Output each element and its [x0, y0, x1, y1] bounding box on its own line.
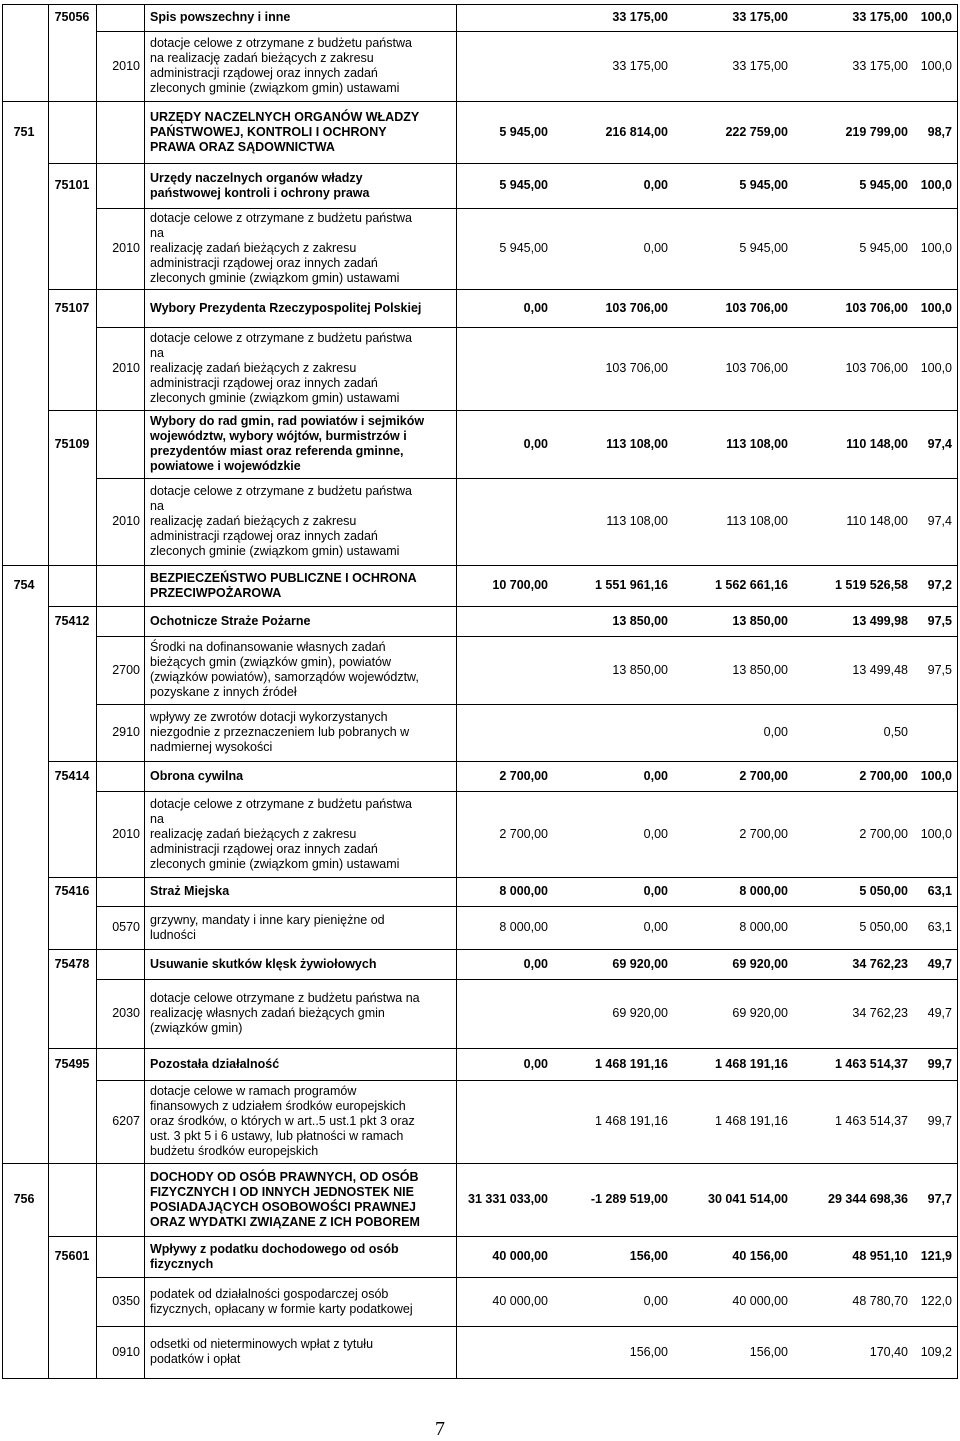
percent-executed-value: 100,0 — [920, 769, 952, 783]
percent-executed-value: 99,7 — [927, 1114, 952, 1128]
row-divider — [48, 289, 958, 290]
changes-value: 69 920,00 — [612, 1006, 668, 1020]
changes-value: 1 468 191,16 — [595, 1114, 668, 1128]
changes-value: 0,00 — [643, 178, 668, 192]
plan-after-changes-value: 103 706,00 — [725, 361, 788, 375]
section-code: 756 — [13, 1192, 35, 1206]
paragraph-code: 2010 — [112, 827, 140, 841]
changes-value: 156,00 — [629, 1249, 668, 1263]
plan-initial-value: 0,00 — [523, 437, 548, 451]
row-divider — [96, 478, 958, 479]
executed-value: 1 463 514,37 — [835, 1114, 908, 1128]
row-description-line: zleconych gminie (związkom gmin) ustawami — [150, 391, 400, 405]
changes-value: 0,00 — [643, 827, 668, 841]
plan-after-changes-value: 222 759,00 — [725, 125, 788, 139]
row-description-line: ORAZ WYDATKI ZWIĄZANE Z ICH POBOREM — [150, 1215, 420, 1229]
chapter-code: 75107 — [54, 301, 90, 315]
executed-value: 29 344 698,36 — [828, 1192, 908, 1206]
plan-after-changes-value: 5 945,00 — [739, 178, 788, 192]
plan-initial-value: 0,00 — [523, 957, 548, 971]
row-description-line: na — [150, 499, 164, 513]
row-description-line: POSIADAJĄCYCH OSOBOWOŚCI PRAWNEJ — [150, 1200, 417, 1214]
plan-after-changes-value: 113 108,00 — [726, 437, 788, 451]
plan-after-changes-value: 8 000,00 — [739, 884, 788, 898]
plan-initial-value: 0,00 — [523, 1057, 548, 1071]
plan-after-changes-value: 2 700,00 — [739, 769, 788, 783]
plan-initial-value: 8 000,00 — [499, 920, 548, 934]
row-description-line: realizację zadań bieżących z zakresu — [150, 361, 357, 375]
paragraph-code: 0350 — [112, 1294, 140, 1308]
plan-initial-value: 31 331 033,00 — [468, 1192, 548, 1206]
executed-value: 33 175,00 — [852, 10, 908, 24]
row-description-line: odsetki od nieterminowych wpłat z tytułu — [150, 1337, 374, 1351]
executed-value: 5 945,00 — [859, 178, 908, 192]
changes-value: 1 468 191,16 — [595, 1057, 668, 1071]
changes-value: 0,00 — [643, 1294, 668, 1308]
row-description-line: administracji rządowej oraz innych zadań — [150, 376, 378, 390]
chapter-code: 75412 — [54, 614, 90, 628]
row-description-line: dotacje celowe z otrzymane z budżetu państwa — [150, 211, 412, 225]
executed-value: 2 700,00 — [859, 827, 908, 841]
executed-value: 1 519 526,58 — [835, 578, 908, 592]
changes-value: 103 706,00 — [605, 361, 668, 375]
row-divider — [48, 1048, 958, 1049]
row-description-line: zleconych gminie (związkom gmin) ustawami — [150, 544, 400, 558]
plan-after-changes-value: 5 945,00 — [739, 241, 788, 255]
percent-executed-value: 100,0 — [920, 301, 952, 315]
row-description-line: budżetu środków europejskich — [150, 1144, 319, 1158]
plan-after-changes-value: 1 562 661,16 — [715, 578, 788, 592]
paragraph-code: 2910 — [112, 725, 140, 739]
plan-initial-value: 2 700,00 — [499, 769, 548, 783]
changes-value: -1 289 519,00 — [590, 1192, 668, 1206]
row-description-line: dotacje celowe z otrzymane z budżetu państwa — [150, 797, 412, 811]
percent-executed-value: 121,9 — [920, 1249, 952, 1263]
chapter-code: 75101 — [54, 178, 90, 192]
row-divider — [96, 1080, 958, 1081]
percent-executed-value: 49,7 — [927, 1006, 952, 1020]
row-description-line: Urzędy naczelnych organów władzy — [150, 171, 363, 185]
paragraph-code: 2010 — [112, 59, 140, 73]
executed-value: 48 951,10 — [852, 1249, 908, 1263]
executed-value: 1 463 514,37 — [835, 1057, 908, 1071]
row-description-line: Pozostała działalność — [150, 1057, 280, 1071]
percent-executed-value: 97,2 — [927, 578, 952, 592]
plan-after-changes-value: 40 000,00 — [732, 1294, 788, 1308]
row-description-line: fizycznych — [150, 1257, 214, 1271]
percent-executed-value: 97,5 — [927, 614, 952, 628]
row-divider — [96, 31, 958, 32]
plan-initial-value: 8 000,00 — [499, 884, 548, 898]
row-description-line: Środki na dofinansowanie własnych zadań — [150, 640, 386, 654]
table-border-bottom — [2, 1378, 958, 1379]
percent-executed-value: 100,0 — [920, 361, 952, 375]
chapter-code: 75478 — [54, 957, 90, 971]
table-border-right — [957, 4, 958, 1379]
changes-value: 13 850,00 — [612, 614, 668, 628]
chapter-code: 75601 — [54, 1249, 90, 1263]
percent-executed-value: 122,0 — [920, 1294, 952, 1308]
plan-after-changes-value: 2 700,00 — [739, 827, 788, 841]
row-description-line: państwowej kontroli i ochrony prawa — [150, 186, 370, 200]
percent-executed-value: 100,0 — [920, 59, 952, 73]
row-divider — [48, 163, 958, 164]
row-description-line: Wpływy z podatku dochodowego od osób — [150, 1242, 399, 1256]
percent-executed-value: 100,0 — [920, 178, 952, 192]
percent-executed-value: 97,5 — [927, 663, 952, 677]
changes-value: 69 920,00 — [612, 957, 668, 971]
row-divider — [96, 704, 958, 705]
row-description-line: Wybory do rad gmin, rad powiatów i sejmików — [150, 414, 425, 428]
changes-value: 33 175,00 — [612, 59, 668, 73]
row-divider — [96, 979, 958, 980]
row-description-line: na realizację zadań bieżących z zakresu — [150, 51, 374, 65]
row-divider — [48, 877, 958, 878]
changes-value: 156,00 — [629, 1345, 668, 1359]
row-description-line: Usuwanie skutków klęsk żywiołowych — [150, 957, 377, 971]
row-description-line: realizację zadań bieżących z zakresu — [150, 827, 357, 841]
row-divider — [96, 1326, 958, 1327]
plan-after-changes-value: 1 468 191,16 — [715, 1057, 788, 1071]
executed-value: 2 700,00 — [859, 769, 908, 783]
plan-after-changes-value: 33 175,00 — [732, 59, 788, 73]
executed-value: 34 762,23 — [852, 1006, 908, 1020]
executed-value: 5 945,00 — [859, 241, 908, 255]
paragraph-code: 2700 — [112, 663, 140, 677]
changes-value: 216 814,00 — [605, 125, 668, 139]
percent-executed-value: 109,2 — [920, 1345, 952, 1359]
column-divider — [48, 4, 49, 1379]
row-description-line: Obrona cywilna — [150, 769, 244, 783]
plan-after-changes-value: 8 000,00 — [739, 920, 788, 934]
row-description-line: zleconych gminie (związkom gmin) ustawami — [150, 271, 400, 285]
row-description-line: realizację zadań bieżących z zakresu — [150, 514, 357, 528]
row-description-line: BEZPIECZEŃSTWO PUBLICZNE I OCHRONA — [150, 571, 417, 585]
section-code: 751 — [13, 125, 35, 139]
paragraph-code: 2010 — [112, 514, 140, 528]
row-description-line: podatek od działalności gospodarczej osób — [150, 1287, 389, 1301]
row-description-line: PRZECIWPOŻAROWA — [150, 586, 282, 600]
row-description-line: bieżących gmin (związków gmin), powiatów — [150, 655, 392, 669]
percent-executed-value: 99,7 — [927, 1057, 952, 1071]
percent-executed-value: 98,7 — [927, 125, 952, 139]
row-divider — [96, 906, 958, 907]
executed-value: 34 762,23 — [852, 957, 908, 971]
row-description-line: województw, wybory wójtów, burmistrzów i — [150, 429, 407, 443]
percent-executed-value: 97,7 — [927, 1192, 952, 1206]
row-description-line: oraz środków, o których w art..5 ust.1 pkt 3 oraz — [150, 1114, 415, 1128]
plan-initial-value: 5 945,00 — [499, 125, 548, 139]
chapter-code: 75056 — [54, 10, 90, 24]
row-description-line: PRAWA ORAZ SĄDOWNICTWA — [150, 140, 335, 154]
paragraph-code: 2030 — [112, 1006, 140, 1020]
column-divider — [96, 4, 97, 1379]
executed-value: 110 148,00 — [846, 514, 908, 528]
row-description-line: administracji rządowej oraz innych zadań — [150, 842, 378, 856]
percent-executed-value: 100,0 — [920, 10, 952, 24]
row-divider — [2, 565, 958, 566]
row-description-line: realizację zadań bieżących z zakresu — [150, 241, 357, 255]
row-description-line: ludności — [150, 928, 196, 942]
percent-executed-value: 97,4 — [927, 514, 952, 528]
row-description-line: ust. 3 pkt 5 i 6 ustawy, lub płatności w ramach — [150, 1129, 404, 1143]
row-description-line: administracji rządowej oraz innych zadań — [150, 256, 378, 270]
row-divider — [48, 1236, 958, 1237]
row-description-line: dotacje celowe z otrzymane z budżetu państwa — [150, 36, 412, 50]
plan-after-changes-value: 13 850,00 — [732, 663, 788, 677]
row-description-line: wpływy ze zwrotów dotacji wykorzystanych — [150, 710, 388, 724]
row-divider — [48, 606, 958, 607]
plan-initial-value: 40 000,00 — [492, 1294, 548, 1308]
changes-value: 0,00 — [643, 920, 668, 934]
row-description-line: fizycznych, opłacany w formie karty podatkowej — [150, 1302, 413, 1316]
executed-value: 13 499,98 — [852, 614, 908, 628]
changes-value: 0,00 — [643, 241, 668, 255]
executed-value: 5 050,00 — [859, 884, 908, 898]
executed-value: 219 799,00 — [845, 125, 908, 139]
row-divider — [96, 1277, 958, 1278]
row-divider — [96, 636, 958, 637]
row-description-line: nadmiernej wysokości — [150, 740, 273, 754]
plan-initial-value: 0,00 — [523, 301, 548, 315]
changes-value: 0,00 — [643, 769, 668, 783]
plan-after-changes-value: 103 706,00 — [725, 301, 788, 315]
plan-initial-value: 2 700,00 — [499, 827, 548, 841]
changes-value: 103 706,00 — [605, 301, 668, 315]
column-divider — [144, 4, 145, 1379]
plan-after-changes-value: 156,00 — [749, 1345, 788, 1359]
percent-executed-value: 63,1 — [927, 920, 952, 934]
row-description-line: Ochotnicze Straże Pożarne — [150, 614, 311, 628]
row-description-line: Spis powszechny i inne — [150, 10, 291, 24]
percent-executed-value: 100,0 — [920, 827, 952, 841]
row-description-line: prezydentów miast oraz referenda gminne, — [150, 444, 404, 458]
row-divider — [2, 1163, 958, 1164]
row-description-line: zleconych gminie (związkom gmin) ustawami — [150, 857, 400, 871]
executed-value: 110 148,00 — [846, 437, 908, 451]
row-description-line: realizację własnych zadań bieżących gmin — [150, 1006, 385, 1020]
changes-value: 113 108,00 — [606, 514, 668, 528]
row-description-line: powiatowe i wojewódzkie — [150, 459, 301, 473]
plan-after-changes-value: 69 920,00 — [732, 957, 788, 971]
page-number: 7 — [435, 1418, 445, 1440]
chapter-code: 75416 — [54, 884, 90, 898]
row-description-line: FIZYCZNYCH I OD INNYCH JEDNOSTEK NIE — [150, 1185, 414, 1199]
executed-value: 103 706,00 — [845, 361, 908, 375]
plan-initial-value: 5 945,00 — [499, 241, 548, 255]
paragraph-code: 0910 — [112, 1345, 140, 1359]
percent-executed-value: 97,4 — [927, 437, 952, 451]
executed-value: 33 175,00 — [852, 59, 908, 73]
row-description-line: DOCHODY OD OSÓB PRAWNYCH, OD OSÓB — [150, 1170, 419, 1184]
row-description-line: Straż Miejska — [150, 884, 230, 898]
executed-value: 13 499,48 — [852, 663, 908, 677]
percent-executed-value: 63,1 — [927, 884, 952, 898]
executed-value: 103 706,00 — [845, 301, 908, 315]
paragraph-code: 6207 — [112, 1114, 140, 1128]
row-description-line: dotacje celowe w ramach programów — [150, 1084, 357, 1098]
row-description-line: URZĘDY NACZELNYCH ORGANÓW WŁADZY — [150, 110, 420, 124]
chapter-code: 75109 — [54, 437, 90, 451]
paragraph-code: 0570 — [112, 920, 140, 934]
table-border-top — [2, 4, 958, 5]
row-description-line: na — [150, 346, 164, 360]
plan-after-changes-value: 113 108,00 — [726, 514, 788, 528]
changes-value: 13 850,00 — [612, 663, 668, 677]
row-description-line: (związków gmin) — [150, 1021, 243, 1035]
changes-value: 0,00 — [643, 884, 668, 898]
executed-value: 0,50 — [883, 725, 908, 739]
plan-after-changes-value: 13 850,00 — [732, 614, 788, 628]
percent-executed-value: 100,0 — [920, 241, 952, 255]
row-description-line: Wybory Prezydenta Rzeczypospolitej Polskiej — [150, 301, 422, 315]
row-description-line: dotacje celowe z otrzymane z budżetu państwa — [150, 331, 412, 345]
section-code: 754 — [13, 578, 35, 592]
row-divider — [96, 208, 958, 209]
plan-initial-value: 10 700,00 — [492, 578, 548, 592]
plan-after-changes-value: 30 041 514,00 — [708, 1192, 788, 1206]
chapter-code: 75495 — [54, 1057, 90, 1071]
row-description-line: dotacje celowe z otrzymane z budżetu państwa — [150, 484, 412, 498]
plan-after-changes-value: 69 920,00 — [732, 1006, 788, 1020]
row-description-line: grzywny, mandaty i inne kary pieniężne od — [150, 913, 385, 927]
changes-value: 33 175,00 — [612, 10, 668, 24]
executed-value: 5 050,00 — [859, 920, 908, 934]
row-description-line: podatków i opłat — [150, 1352, 241, 1366]
plan-after-changes-value: 1 468 191,16 — [715, 1114, 788, 1128]
row-divider — [48, 761, 958, 762]
executed-value: 48 780,70 — [852, 1294, 908, 1308]
row-divider — [96, 791, 958, 792]
row-description-line: PAŃSTWOWEJ, KONTROLI I OCHRONY — [150, 125, 387, 139]
plan-initial-value: 5 945,00 — [499, 178, 548, 192]
paragraph-code: 2010 — [112, 241, 140, 255]
row-description-line: zleconych gminie (związkom gmin) ustawami — [150, 81, 400, 95]
row-description-line: administracji rządowej oraz innych zadań — [150, 66, 378, 80]
table-border-left — [2, 4, 3, 1379]
row-description-line: na — [150, 226, 164, 240]
row-description-line: dotacje celowe otrzymane z budżetu państwa na — [150, 991, 420, 1005]
row-description-line: (związków powiatów), samorządów województw, — [150, 670, 419, 684]
row-description-line: na — [150, 812, 164, 826]
row-description-line: administracji rządowej oraz innych zadań — [150, 529, 378, 543]
row-description-line: niezgodnie z przeznaczeniem lub pobranych w — [150, 725, 410, 739]
row-divider — [2, 101, 958, 102]
row-description-line: finansowych z udziałem środków europejskich — [150, 1099, 406, 1113]
changes-value: 113 108,00 — [606, 437, 668, 451]
row-description-line: pozyskane z innych źródeł — [150, 685, 297, 699]
row-divider — [48, 410, 958, 411]
plan-after-changes-value: 0,00 — [763, 725, 788, 739]
plan-after-changes-value: 33 175,00 — [732, 10, 788, 24]
plan-after-changes-value: 40 156,00 — [732, 1249, 788, 1263]
executed-value: 170,40 — [869, 1345, 908, 1359]
chapter-code: 75414 — [54, 769, 90, 783]
percent-executed-value: 49,7 — [927, 957, 952, 971]
row-divider — [48, 949, 958, 950]
paragraph-code: 2010 — [112, 361, 140, 375]
row-divider — [96, 327, 958, 328]
column-divider — [456, 4, 457, 1379]
plan-initial-value: 40 000,00 — [492, 1249, 548, 1263]
changes-value: 1 551 961,16 — [595, 578, 668, 592]
